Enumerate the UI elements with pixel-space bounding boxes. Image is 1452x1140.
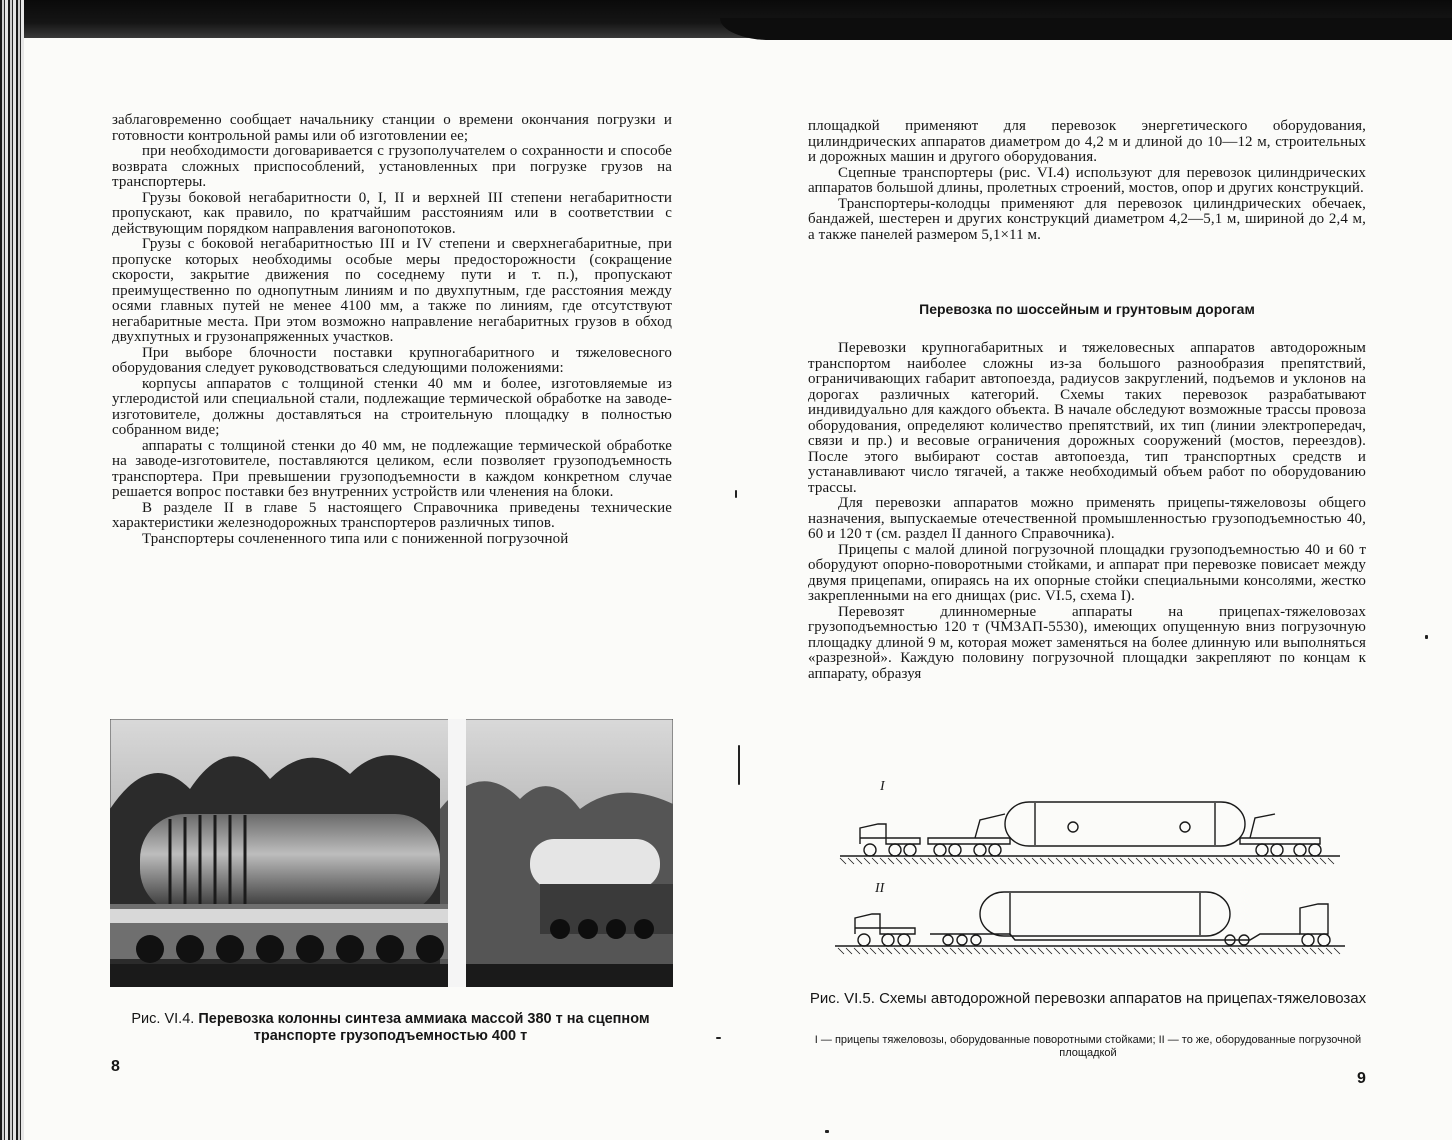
right-paragraph: Сцепные транспортеры (рис. VI.4) используют для перевозок цилиндрических аппаратов большой длины, пролетных строений, мостов, опор и других конструкций. xyxy=(808,164,1366,196)
figure-note-vi5: I — прицепы тяжеловозы, оборудованные поворотными стойками; II — то же, оборудованные погрузочной площадкой xyxy=(814,1034,1362,1059)
left-paragraph: Грузы с боковой негабаритностью III и IV степени и сверхнегабаритные, при пропуске которых необходимы особые меры предосторожности (сокращение скорости, закрытие движения по соседнему пути и т. п.), пропускают преимущественно по однопутным линиям и по двухпутным, где расстояния между осями главных путей не менее 4100 мм, а также по линиям, где отсутствуют негабаритные места. При этом возможно направление негабаритных грузов в обход двухпутных и грузонапряженных участков. xyxy=(112,236,672,345)
figure-caption-prefix: Рис. VI.4. xyxy=(131,1011,195,1027)
scheme-1-label: I xyxy=(880,779,885,794)
scan-speck xyxy=(825,1130,829,1133)
figure-diagram-vi5 xyxy=(830,770,1350,960)
scan-top-shadow xyxy=(720,18,1452,40)
left-paragraph: аппараты с толщиной стенки до 40 мм, не подлежащие термической обработке на заводе-изготовителе, поставляются целиком, если позволяет грузоподъемность транспортера. При превышении грузоподъемности в каждом конкретном случае решается вопрос поставки без внутренних устройств или членения на блоки. xyxy=(112,437,672,500)
right-paragraph: площадкой применяют для перевозок энергетического оборудования, цилиндрических аппаратов диаметром до 4,2 м и длиной до 10—12 м, строительных и дорожных машин и другого оборудования. xyxy=(808,118,1366,165)
scan-speck xyxy=(1425,635,1428,639)
figure-caption-text: Перевозка колонны синтеза аммиака массой 380 т на сцепном транспорте грузоподъемностью 400 т xyxy=(198,1011,650,1044)
left-paragraph: корпусы аппаратов с толщиной стенки 40 мм и более, изготовляемые из углеродистой или специальной стали, подлежащие термической обработке на заводе-изготовителе, должны доставляться на строительную площадку в полностью собранном виде; xyxy=(112,375,672,438)
left-paragraph: В разделе II в главе 5 настоящего Справочника приведены технические характеристики железнодорожных транспортеров различных типов. xyxy=(112,499,672,531)
scheme-2-label: II xyxy=(875,881,885,896)
right-paragraph: Перевозят длинномерные аппараты на прицепах-тяжеловозах грузоподъемностью 120 т (ЧМЗАП-5530), имеющих опущенную вниз погрузочную площадку длиной 9 м, которая может заменяться на более длинную или выполняться «разрезной». Каждую половину погрузочной площадки закрепляют по концам к аппарату, образуя xyxy=(808,603,1366,682)
figure-caption-text: Схемы автодорожной перевозки аппаратов на прицепах-тяжеловозах xyxy=(879,990,1367,1007)
right-paragraph: Транспортеры-колодцы применяют для перевозок цилиндрических обечаек, бандажей, шестерен и других конструкций диаметром 4,2—5,1 м, шириной до 2,4 м, а также панелей размером 5,1×11 м. xyxy=(808,195,1366,243)
figure-caption-prefix: Рис. VI.5. xyxy=(809,990,875,1007)
page-number-left: 8 xyxy=(111,1058,120,1075)
figure-photo-ammonia-column xyxy=(110,719,673,987)
left-paragraph: Транспортеры сочлененного типа или с пониженной погрузочной xyxy=(142,530,569,547)
scan-speck xyxy=(738,745,740,785)
left-paragraph: Грузы боковой негабаритности 0, I, II и верхней III степени негабаритности пропускают, как правило, по кратчайшим расстояниям или в соответствии с действующим порядком направления вагонопотоков. xyxy=(112,189,672,237)
figure-caption-vi5 xyxy=(808,990,1368,1007)
left-paragraph: При выборе блочности поставки крупногабаритного и тяжеловесного оборудования следует руководствоваться следующими положениями: xyxy=(112,344,672,376)
scan-speck xyxy=(735,490,737,498)
right-page-text-bottom xyxy=(808,341,1366,682)
right-paragraph: Перевозки крупногабаритных и тяжеловесных аппаратов автодорожным транспортом наиболее сложны из-за большого разнообразия препятствий, ограничивающих габарит автопоезда, радиусов закруглений, подъемов и уклонов на дорогах различных категорий. Схемы таких перевозок разрабатывают индивидуально для каждого объекта. В начале обследуют возможные трассы провоза оборудования, определяют количество препятствий, их тип (линии электропередач, связи и пр.) и весовые ограничения дорожных сооружений (мостов, переездов). После этого выбирают состав автопоезда, тип транспортных средств и устанавливают число тягачей, а также необходимый объем работ по оборудованию трассы. xyxy=(808,340,1366,496)
left-paragraph: при необходимости договаривается с грузополучателем о сохранности и способе возврата сложных приспособлений, установленных при погрузке грузов на транспортеры. xyxy=(112,143,672,190)
right-page-text-top xyxy=(808,119,1366,243)
right-paragraph: Прицепы с малой длиной погрузочной площадки грузоподъемностью 40 и 60 т оборудуют опорно-поворотными стойками, и аппарат при перевозке повисает между двумя прицепами, опираясь на их опорные стойки специальными консолями, жестко закрепленными на его днищах (рис. VI.5, схема I). xyxy=(808,541,1366,604)
page-number-right: 9 xyxy=(1357,1070,1366,1087)
right-paragraph: Для перевозки аппаратов можно применять прицепы-тяжеловозы общего назначения, выпускаемые отечественной промышленностью грузоподъемностью 40, 60 и 120 т (см. раздел II данного Справочника). xyxy=(808,495,1366,542)
figure-caption-vi4 xyxy=(108,1011,673,1045)
scan-speck xyxy=(716,1037,721,1039)
section-heading: Перевозка по шоссейным и грунтовым дорогам xyxy=(919,301,1255,317)
left-paragraph: заблаговременно сообщает начальнику станции о времени окончания погрузки и готовности контрольной рамы или об изготовлении ее; xyxy=(112,112,672,144)
scan-binding-edge xyxy=(0,0,24,1140)
left-page-text xyxy=(112,113,672,547)
